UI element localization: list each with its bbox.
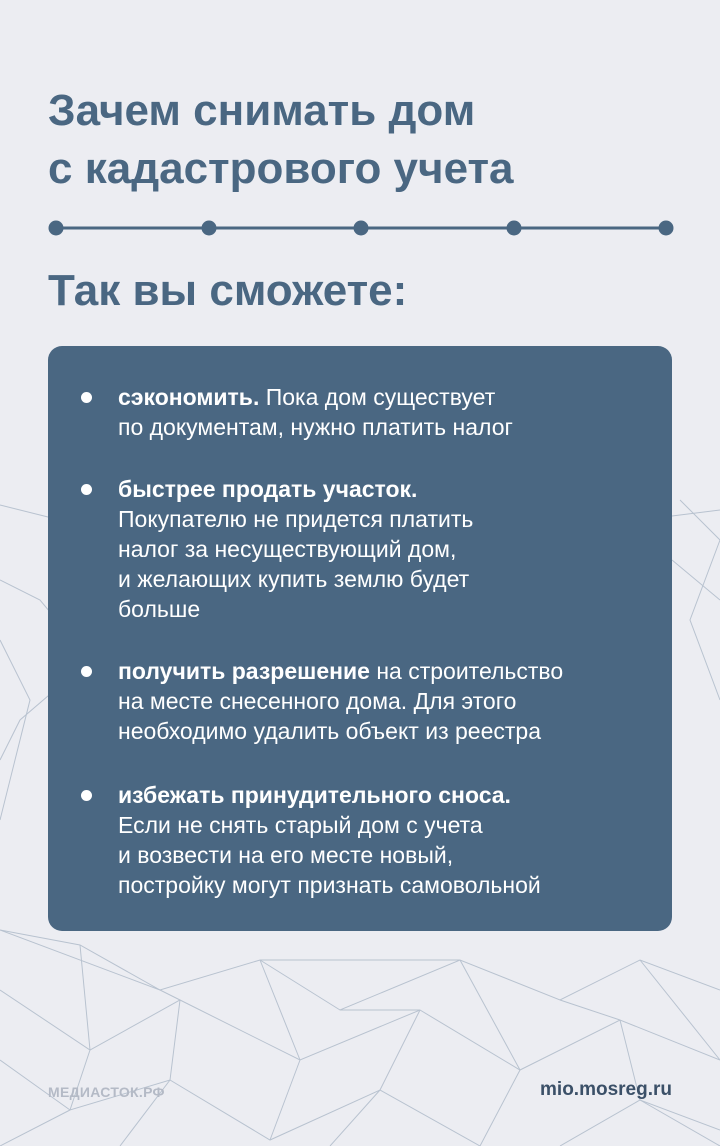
list-item	[118, 780, 648, 900]
timeline-dot	[659, 221, 674, 236]
item-text: на строительство	[369, 658, 564, 684]
item-line: и желающих купить землю будет	[118, 566, 470, 592]
title-line-1: Зачем снимать дом	[48, 86, 476, 135]
timeline-dot	[507, 221, 522, 236]
timeline-dot	[354, 221, 369, 236]
timeline-dot	[202, 221, 217, 236]
section-subtitle: Так вы сможете:	[48, 266, 408, 315]
list-item	[118, 474, 648, 624]
timeline-dot	[49, 221, 64, 236]
benefits-card	[48, 346, 672, 931]
item-line: постройку могут признать самовольной	[118, 872, 541, 898]
list-item	[118, 382, 648, 442]
item-line: на месте снесенного дома. Для этого	[118, 688, 517, 714]
item-line: налог за несуществующий дом,	[118, 536, 457, 562]
item-line: по документам, нужно платить налог	[118, 414, 513, 440]
timeline-divider	[48, 218, 674, 238]
item-line: необходимо удалить объект из реестра	[118, 718, 541, 744]
item-line: Если не снять старый дом с учета	[118, 812, 483, 838]
item-line: больше	[118, 596, 201, 622]
item-bold: сэкономить.	[118, 384, 260, 410]
item-bold: избежать принудительного сноса.	[118, 782, 511, 808]
title-line-2: с кадастрового учета	[48, 144, 514, 193]
page-title	[48, 82, 688, 198]
item-bold: быстрее продать участок.	[118, 476, 418, 502]
item-bold: получить разрешение	[118, 658, 370, 684]
footer-brand: МЕДИАСТОК.РФ	[48, 1084, 165, 1100]
footer-site-link[interactable]: mio.mosreg.ru	[540, 1079, 672, 1100]
bullet-icon	[81, 666, 92, 677]
bullet-icon	[81, 790, 92, 801]
item-line: Покупателю не придется платить	[118, 506, 474, 532]
bullet-icon	[81, 484, 92, 495]
bullet-icon	[81, 392, 92, 403]
item-line: и возвести на его месте новый,	[118, 842, 454, 868]
item-text: Пока дом существует	[259, 384, 496, 410]
list-item	[118, 656, 648, 746]
